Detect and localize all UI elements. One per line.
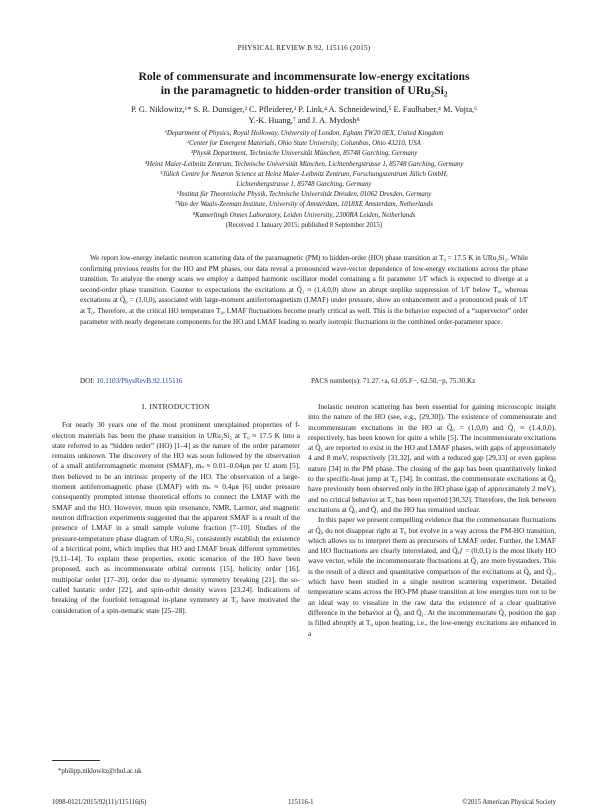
authors-line-1: P. G. Niklowitz,¹* S. R. Dunsiger,² C. Pfleiderer,³ P. Link,⁴ A. Schneidewind,⁵ E. Faulhaber,⁴ M. Vojta,⁶ bbox=[130, 105, 478, 114]
author-list bbox=[60, 104, 548, 126]
footnote-rule bbox=[52, 760, 100, 761]
title-line-1: Role of commensurate and incommensurate low-energy excitations bbox=[138, 70, 470, 83]
journal-header: PHYSICAL REVIEW B 92, 115116 (2015) bbox=[237, 44, 371, 52]
page-number: 115116-1 bbox=[288, 799, 314, 806]
pacs-numbers: PACS number(s): 71.27.+a, 61.05.F−, 62.50.−p, 75.30.Kz bbox=[311, 377, 476, 385]
doi-prefix: DOI: bbox=[80, 377, 97, 385]
body-paragraph: In this paper we present compelling evidence that the commensurate fluctuations at Q̃₀ do not disappear right at T₀ but evolve in a way across the PM-HO transition, which allows us to interpret them as precursors of LMAF order. Further, the LMAF and HO fluctuations are clearly interrelated, and Q̃ₐƒ = (0,0,1) is the most likely HO wave vector, while the incommensurate fluctuations at Q̃₁ are mere bystanders. This is the result of a direct and quantitative comparison of the excitations at Q̃₀ and Q̃₁, which have been studied in a single neutron scattering experiment. Detailed temperature scans across the HO-PM phase transition at low energies turn out to be an ideal way to visualize in the raw data the existence of a clear qualitative difference in the behavior at Q̃₀ and Q̃₁. At the incommensurate Q̃₁ position the gap is filled abruptly at T₀ upon heating, i.e., the low-energy excitations are enhanced in a bbox=[308, 515, 556, 638]
abstract-text: We report low-energy inelastic neutron scattering data of the paramagnetic (PM) to hidden-order (HO) phase transition at T₀ = 17.5 K in URu₂Si₂. While confirming previous results for the HO and PM phases, our data reveal a pronounced wave-vector dependence of low-energy excitations across the phase transition. To analyze the energy scans we employ a damped harmonic oscillator model containing a fit parameter 1/Γ which is expected to diverge at a second-order phase transition. Counter to expectations the excitations at Q̃₁ ≈ (1.4,0,0) show an abrupt steplike suppression of 1/Γ below T₀, whereas excitations at Q̃₀ = (1,0,0), associated with large-moment antiferromagnetism (LMAF) under pressure, show an enhancement and a pronounced peak of 1/Γ at T₀. Therefore, at the critical HO temperature T₀, LMAF fluctuations become nearly critical as well. This is the behavior expected of a “supervector” order parameter with nearly degenerate components for the HO and LMAF leading to nearly isotropic fluctuations in the combined order-parameter space. bbox=[80, 254, 528, 326]
affiliation: ³Physik Department, Technische Universität München, 85748 Garching, Germany bbox=[190, 150, 418, 158]
copyright: ©2015 American Physical Society bbox=[462, 799, 556, 806]
doi-link[interactable]: 10.1103/PhysRevB.92.115116 bbox=[96, 377, 183, 385]
title-line-2: in the paramagnetic to hidden-order transition of URu₂Si₂ bbox=[160, 84, 448, 97]
abstract bbox=[80, 253, 528, 327]
affiliation: ⁶Institut für Theoretische Physik, Technische Universität Dresden, 01062 Dresden, Germany bbox=[176, 191, 432, 199]
doi bbox=[80, 377, 182, 385]
paper-title bbox=[60, 70, 548, 98]
affiliation: ¹Department of Physics, Royal Holloway, University of London, Egham TW20 0EX, United Kingdom bbox=[164, 130, 444, 137]
affiliation: Lichtenbergstrasse 1, 85748 Garching, Germany bbox=[236, 181, 372, 189]
footer-issn: 1098-0121/2015/92(11)/115116(6) bbox=[52, 799, 147, 806]
section-heading: I. INTRODUCTION bbox=[141, 402, 211, 411]
page-footer bbox=[52, 799, 556, 809]
article-meta bbox=[80, 377, 528, 387]
affiliation: ⁷Van der Waals-Zeeman Institute, University of Amsterdam, 1018XE Amsterdam, Netherlands bbox=[175, 201, 433, 209]
authors-line-2: Y.-K. Huang,⁷ and J. A. Mydosh⁸ bbox=[248, 116, 360, 125]
footnote-email: *philipp.niklowitz@rhul.ac.uk bbox=[58, 768, 142, 775]
affiliation: ²Center for Emergent Materials, Ohio State University, Columbus, Ohio 43210, USA bbox=[187, 140, 421, 148]
left-column bbox=[52, 402, 300, 616]
received-date: (Received 1 January 2015; published 8 September 2015) bbox=[225, 221, 383, 229]
affiliation: ⁵Jülich Centre for Neutron Science at Heinz Maier-Leibnitz Zentrum, Forschungszentrum Jülich GmbH, bbox=[160, 170, 448, 178]
intro-paragraph: For nearly 30 years one of the most prominent unexplained properties of f-electron materials has been the phase transition in URu₂Si₂ at T₀ ≈ 17.5 K into a state referred to as “hidden order” (HO) [1–4] as the nature of the order parameter remains unknown. The discovery of the HO was soon followed by the observation of a small antiferromagnetic moment (SMAF), mₛ ≈ 0.01–0.04μʙ per U atom [5], then believed to be an intrinsic property of the HO. The observation of a large-moment antiferromagnetic phase (LMAF) with mₛ ≈ 0.4μʙ [6] under pressure consequently prompted intense theoretical efforts to connect the LMAF with the SMAF and the HO. However, muon spin resonance, NMR, Larmor, and magnetic neutron diffraction experiments suggested that the apparent SMAF is a result of the presence of LMAF in a small sample volume fraction [7–10]. Studies of the pressure-temperature phase diagram of URu₂Si₂ consistently establish the existence of a bicritical point, which implies that HO and LMAF break different symmetries [9,11–14]. To explain these properties, exotic scenarios of the HO have been proposed, such as incommensurate orbital currents [15], helicity order [16], multipolar order [17–20], order due to dynamic symmetry breaking [21], the so-called hastatic order [22], and spin-orbit density waves [23,24]. Indications of breaking of the fourfold tetragonal in-plane symmetry at T₀ have motivated the consideration of a spin-nematic state [25–28]. bbox=[52, 420, 300, 615]
right-column bbox=[308, 402, 556, 639]
affiliations bbox=[60, 129, 548, 231]
affiliation: ⁴Heinz Maier-Leibnitz Zentrum, Technische Universität München, Lichtenbergstrasse 1, 85748 Garching, Germany bbox=[144, 160, 464, 168]
affiliation: ⁸Kamerlingh Onnes Laboratory, Leiden University, 2300RA Leiden, Netherlands bbox=[192, 211, 416, 219]
body-paragraph: Inelastic neutron scattering has been essential for gaining microscopic insight into the nature of the HO (see, e.g., [29,30]). The existence of commensurate and incommensurate excitations in the HO at Q̃₀ = (1,0,0) and Q̃₁ ≈ (1.4,0,0), respectively, has been known for quite a while [5]. The incommensurate excitations at Q̃₁ are reported to exist in the HO and LMAF phases, with gaps of approximately 4 and 8 meV, respectively [31,32], and with a reduced gap [29,33] or even gapless nature [34] in the PM phase. The closing of the gap has been quantitatively linked to the specific-heat jump at T₀ [34]. In contrast, the commensurate excitations at Q̃₀ have previously been observed only in the HO phase (gap of approximately 2 meV), and no critical behavior at T₀ has been reported [30,32]. Therefore, the link between excitations at Q̃₀ and Q̃₁ and the HO has remained unclear. bbox=[308, 402, 556, 514]
